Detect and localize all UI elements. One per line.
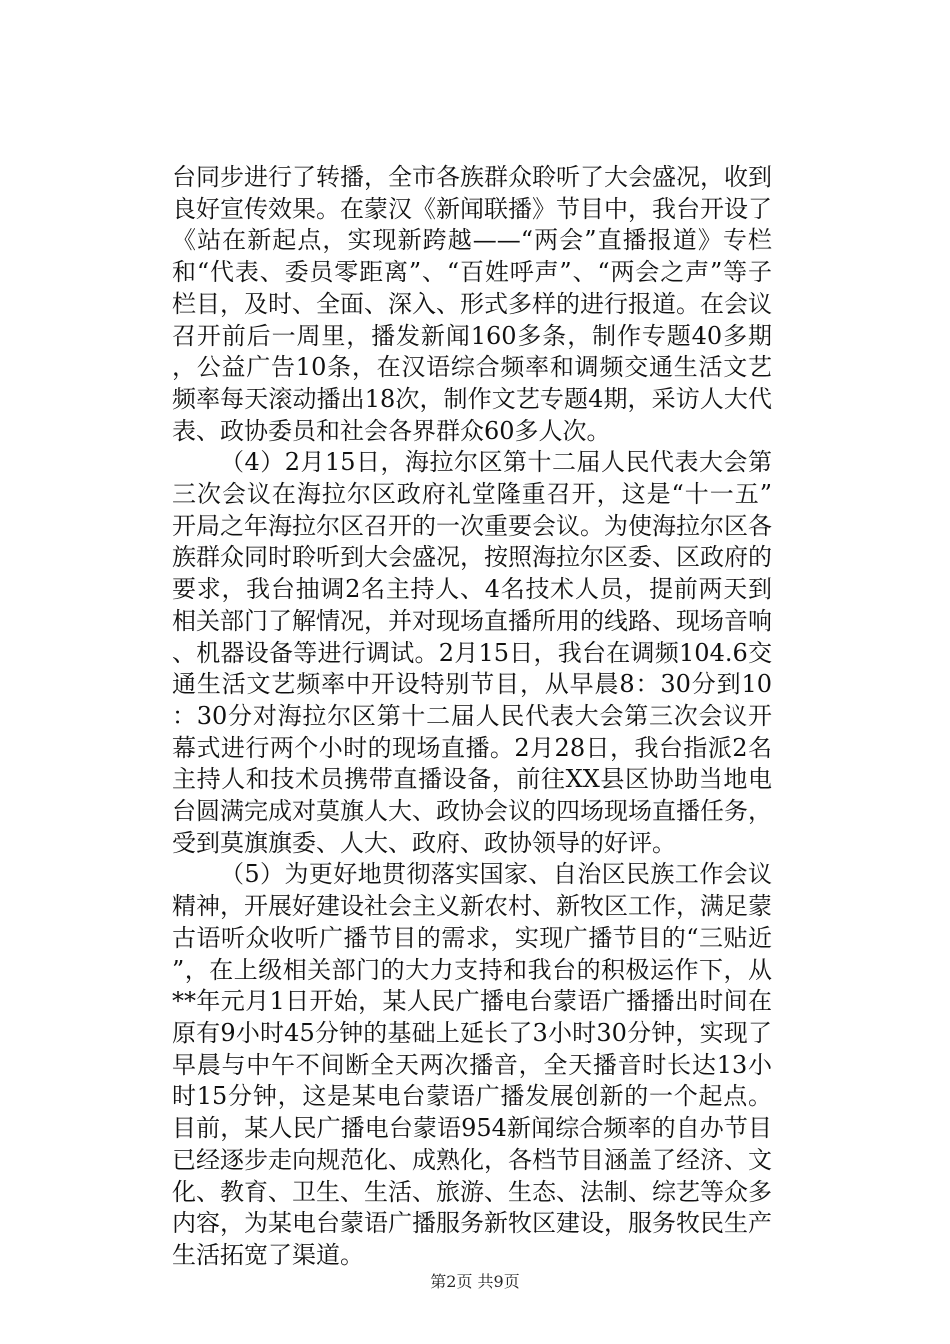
paragraph-continuation: 台同步进行了转播，全市各族群众聆听了大会盛况，收到良好宣传效果。在蒙汉《新闻联播》节目中，我台开设了《站在新起点，实现新跨越——“两会”直播报道》专栏和“代表、委员零距离”、“百姓呼声”、“两会之声”等子栏目，及时、全面、深入、形式多样的进行报道。在会议召开前后一周里，播发新闻160多条，制作专题40多期，公益广告10条，在汉语综合频率和调频交通生活文艺频率每天滚动播出18次，制作文艺专题4期，采访人大代表、政协委员和社会各界群众60多人次。: [172, 163, 772, 445]
page-footer: [0, 1272, 950, 1292]
paragraph-item-5: （5）为更好地贯彻落实国家、自治区民族工作会议精神，开展好建设社会主义新农村、新牧区工作，满足蒙古语听众收听广播节目的需求，实现广播节目的“三贴近”，在上级相关部门的大力支持和我台的积极运作下，从**年元月1日开始，某人民广播电台蒙语广播播出时间在原有9小时45分钟的基础上延长了3小时30分钟，实现了早晨与中午不间断全天两次播音，全天播音时长达13小时15分钟，这是某电台蒙语广播发展创新的一个起点。目前，某人民广播电台蒙语954新闻综合频率的自办节目已经逐步走向规范化、成熟化，各档节目涵盖了经济、文化、教育、卫生、生活、旅游、生态、法制、综艺等众多内容，为某电台蒙语广播服务新牧区建设，服务牧民生产生活拓宽了渠道。: [172, 860, 772, 1269]
paragraph-item-4: （4）2月15日，海拉尔区第十二届人民代表大会第三次会议在海拉尔区政府礼堂隆重召开，这是“十一五”开局之年海拉尔区召开的一次重要会议。为使海拉尔区各族群众同时聆听到大会盛况，按照海拉尔区委、区政府的要求，我台抽调2名主持人、4名技术人员，提前两天到相关部门了解情况，并对现场直播所用的线路、现场音响、机器设备等进行调试。2月15日，我台在调频104.6交通生活文艺频率中开设特别节目，从早晨8：30分到10：30分对海拉尔区第十二届人民代表大会第三次会议开幕式进行两个小时的现场直播。2月28日，我台指派2名主持人和技术员携带直播设备，前往XX县区协助当地电台圆满完成对莫旗人大、政协会议的四场现场直播任务，受到莫旗旗委、人大、政府、政协领导的好评。: [172, 448, 772, 857]
page-number-label: 第2页 共9页: [430, 1272, 520, 1291]
document-body: [172, 162, 772, 1272]
